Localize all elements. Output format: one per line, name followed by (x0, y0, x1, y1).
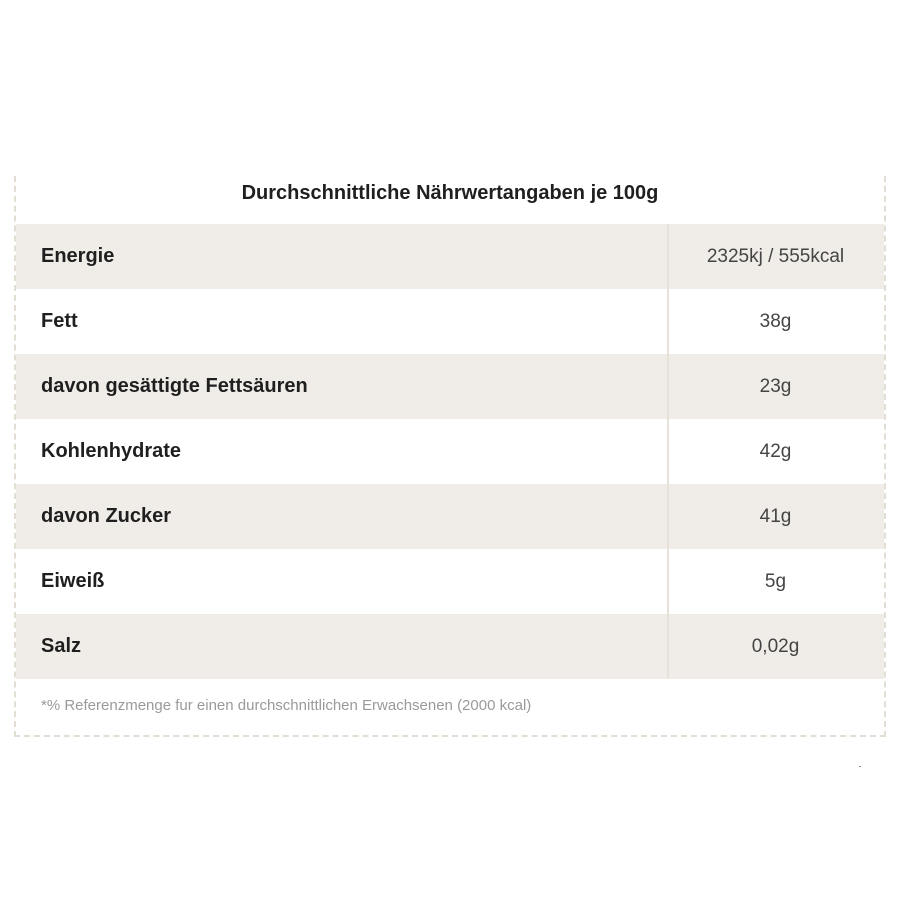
table-row (16, 484, 884, 549)
table-row (16, 224, 884, 289)
table-row (16, 614, 884, 679)
nutrient-value: 2325kj / 555kcal (706, 245, 845, 267)
stray-dot (859, 766, 861, 767)
nutrient-value: 42g (759, 440, 792, 462)
nutrient-label: Energie (41, 245, 115, 267)
column-divider (667, 224, 669, 679)
table-title: Durchschnittliche Nährwertangaben je 100g (241, 182, 659, 204)
nutrient-value: 38g (759, 310, 792, 332)
nutrient-value: 0,02g (751, 635, 800, 657)
footnote: *% Referenzmenge fur einen durchschnittlichen Erwachsenen (2000 kcal) (41, 697, 532, 714)
table-row (16, 289, 884, 354)
nutrient-value: 5g (764, 570, 787, 592)
table-row (16, 549, 884, 614)
nutrient-label: davon gesättigte Fettsäuren (41, 375, 308, 397)
nutrient-label: Salz (41, 635, 82, 657)
table-row (16, 419, 884, 484)
nutrient-value: 23g (759, 375, 792, 397)
nutrient-value: 41g (759, 505, 792, 527)
nutrition-table-card (14, 176, 886, 737)
nutrition-rows (16, 224, 884, 679)
nutrient-label: davon Zucker (41, 505, 172, 527)
nutrient-label: Kohlenhydrate (41, 440, 182, 462)
nutrient-label: Fett (41, 310, 78, 332)
table-row (16, 354, 884, 419)
nutrient-label: Eiweiß (41, 570, 105, 592)
